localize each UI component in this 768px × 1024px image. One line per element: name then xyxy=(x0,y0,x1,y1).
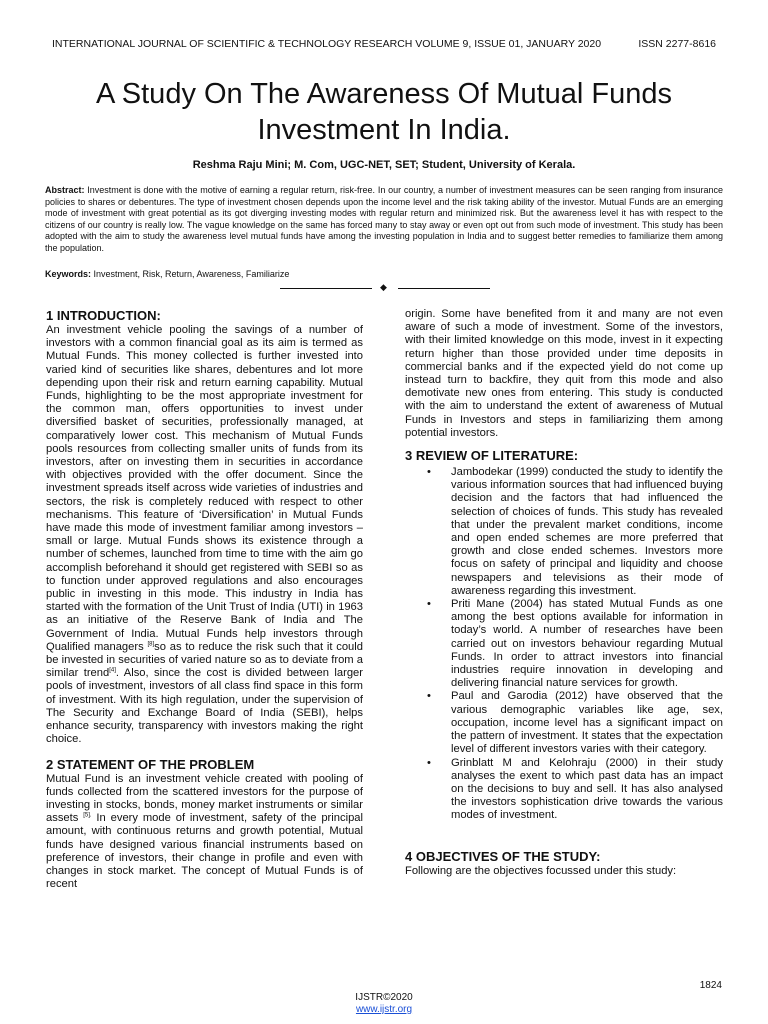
review-heading: 3 REVIEW OF LITERATURE: xyxy=(405,448,579,464)
journal-name: INTERNATIONAL JOURNAL OF SCIENTIFIC & TECHNOLOGY RESEARCH VOLUME 9, ISSUE 01, JANUARY 2020 xyxy=(52,38,602,50)
literature-list xyxy=(405,466,723,822)
statement-heading: 2 STATEMENT OF THE PROBLEM xyxy=(46,756,255,772)
intro-heading: 1 INTRODUCTION: xyxy=(46,308,161,323)
list-item xyxy=(405,466,723,598)
abstract-text: Investment is done with the motive of earning a regular return, risk-free. In our country, a number of investment measures can be seen ranging from insurance policies to shares or debentures. The type of investment chosen depends upon the income level and the risk taking ability of the investor. Mutual Funds are an emerging mode of investment with great potential as its got diverging investing modes with regular return and minimized risk. But the awareness level it has with respect to the citizens of our country is really low. The vague knowledge on the same has forced many to stay away or even opt out from such mode of investment. This study has been adopted with the aim to study the awareness level mutual funds have among the investing population in India and to suggest better remedies to familiarize them among the population. xyxy=(45,185,723,253)
right-column xyxy=(405,308,723,878)
list-item-text: Jambodekar (1999) conducted the study to identify the various information sources that had influenced buying decision and the factors that had influenced the selection of choices of funds. This study has revealed that under the prevalent market conditions, income and open ended schemes are more preferred that growth and close ended schemes. Investors more focus on safety of principal and liquidity and choose newspapers and televisions as their mode of awareness regarding this investment. xyxy=(451,466,723,597)
keywords-label: Keywords: xyxy=(45,269,92,279)
running-header xyxy=(52,38,716,52)
paper-title: A Study On The Awareness Of Mutual Funds Investment In India. xyxy=(95,78,673,146)
intro-paragraph xyxy=(46,324,363,747)
list-item-text: Paul and Garodia (2012) have observed that the various demographic variables like age, sex, occupation, income level has a significant impact on the pattern of investment. It states that the expectation level of different investors varies with their category. xyxy=(451,690,723,756)
objectives-text: Following are the objectives focussed under this study: xyxy=(405,864,677,877)
intro-text-2: so as to reduce the risk such that it could be invested in securities of varied nature so as to deviate from a similar trend xyxy=(46,640,363,680)
list-item xyxy=(405,757,723,823)
separator-line-left xyxy=(280,288,372,289)
author-line: Reshma Raju Mini; M. Com, UGC-NET, SET; Student, University of Kerala. xyxy=(192,159,576,171)
diamond-icon: ◆ xyxy=(380,282,387,292)
section-separator xyxy=(280,282,490,296)
list-item-text: Priti Mane (2004) has stated Mutual Funds as one among the best options available for information in today’s world. A number of researches have been carried out on investors behaviour regarding Mutual Funds. In order to attract investors into financial industries require innovation in developing and delivering financial nature services for growth. xyxy=(451,598,723,690)
bullet-icon: • xyxy=(427,466,431,479)
intro-text-1: An investment vehicle pooling the savings of a number of investors with a common financial goal as its aim is termed as Mutual Funds. This money collected is further invested into varied kind of securities like shares, debentures and lot more depending upon their risk and return earning capability. Mutual Funds, highlighting to be the most appropriate investment for the common man, offers opportunities to invest under diversified basket of securities, professionally managed, at comparatively lower cost. This mechanism of Mutual Funds pools resources from collecting smaller units of funds from its investors, after on investing them in securities in accordance with objectives provided with the offer document. Since the investment spreads itself across wide varieties of industries and sectors, the risk is completely reduced with respect to other mechanisms. This feature of ‘Diversification’ in Mutual Funds have made this mode of investment familiar among investors – small or large. Mutual Funds shows its existence through a number of schemes, launched from time to time with the aim go accomplish beforehand it should get registered with SEBI so as to function under approved regulations and also encourages public in investing in this mode. This industry in India has started with the formation of the Unit Trust of India (UTI) in 1963 as an initiative of the Reserve Bank of India and The Government of India. Mutual Funds help investors through Qualified managers xyxy=(46,324,363,653)
abstract xyxy=(45,185,723,255)
copyright: IJSTR©2020 xyxy=(355,992,413,1003)
intro-text-3: . Also, since the cost is divided between larger pools of investment, investors of all class find space in this form of investment. With its high regulation, under the supervision of The Security and Exchange Board of India (SEBI), helps enhance security, transparency with investors making the right choice. xyxy=(46,667,363,746)
left-column xyxy=(46,308,363,891)
separator-line-right xyxy=(398,288,490,289)
list-item xyxy=(405,690,723,756)
issn: ISSN 2277-8616 xyxy=(638,38,716,50)
statement-paragraph xyxy=(46,773,363,892)
bullet-icon: • xyxy=(427,756,431,769)
citation-ref: [8] xyxy=(147,641,155,648)
bullet-icon: • xyxy=(427,690,431,703)
journal-link[interactable]: www.ijstr.org xyxy=(355,1004,413,1015)
list-item-text: Grinblatt M and Kelohraju (2000) in their study analyses the exent to which past data has an impact on the decisions to buy and sell. It has also analysed the investors sophistication drive towards the various modes of investment. xyxy=(451,756,723,822)
keywords-text: Investment, Risk, Return, Awareness, Familiarize xyxy=(91,269,290,279)
statement-continued: origin. Some have benefited from it and many are not even aware of such a mode of investment. Some of the investors, with their limited knowledge on this mode, invest in it expecting return higher than those provided under time deposits in commercial banks and if the expected yield do not come up instead turn to backfire, they quit from this mode and also demotivate new ones from entering. This study is conducted with the aim to understand the extent of awareness of Mutual Funds in Investors and steps in familiarizing them among potential investors. xyxy=(405,308,723,439)
citation-ref: [5]. xyxy=(83,812,92,819)
list-item xyxy=(405,598,723,690)
footer xyxy=(0,992,768,1016)
bullet-icon: • xyxy=(427,598,431,611)
statement-text-2: In every mode of investment, safety of the principal amount, with continuous returns and growth potential, Mutual funds have designed various financial instruments based on preference of investors, their change in profile and even with changes in stock market. The concept of Mutual Funds is of recent xyxy=(46,812,364,891)
keywords xyxy=(45,269,723,279)
statement-text-1: Mutual Fund is an investment vehicle created with pooling of funds collected from the scattered investors for the purpose of investing in stocks, bonds, money market instruments or similar assets xyxy=(46,772,363,825)
abstract-label: Abstract: xyxy=(45,185,85,195)
page-number: 1824 xyxy=(699,980,722,991)
citation-ref: [4] xyxy=(109,667,116,674)
objectives-heading: 4 OBJECTIVES OF THE STUDY: xyxy=(405,848,601,864)
